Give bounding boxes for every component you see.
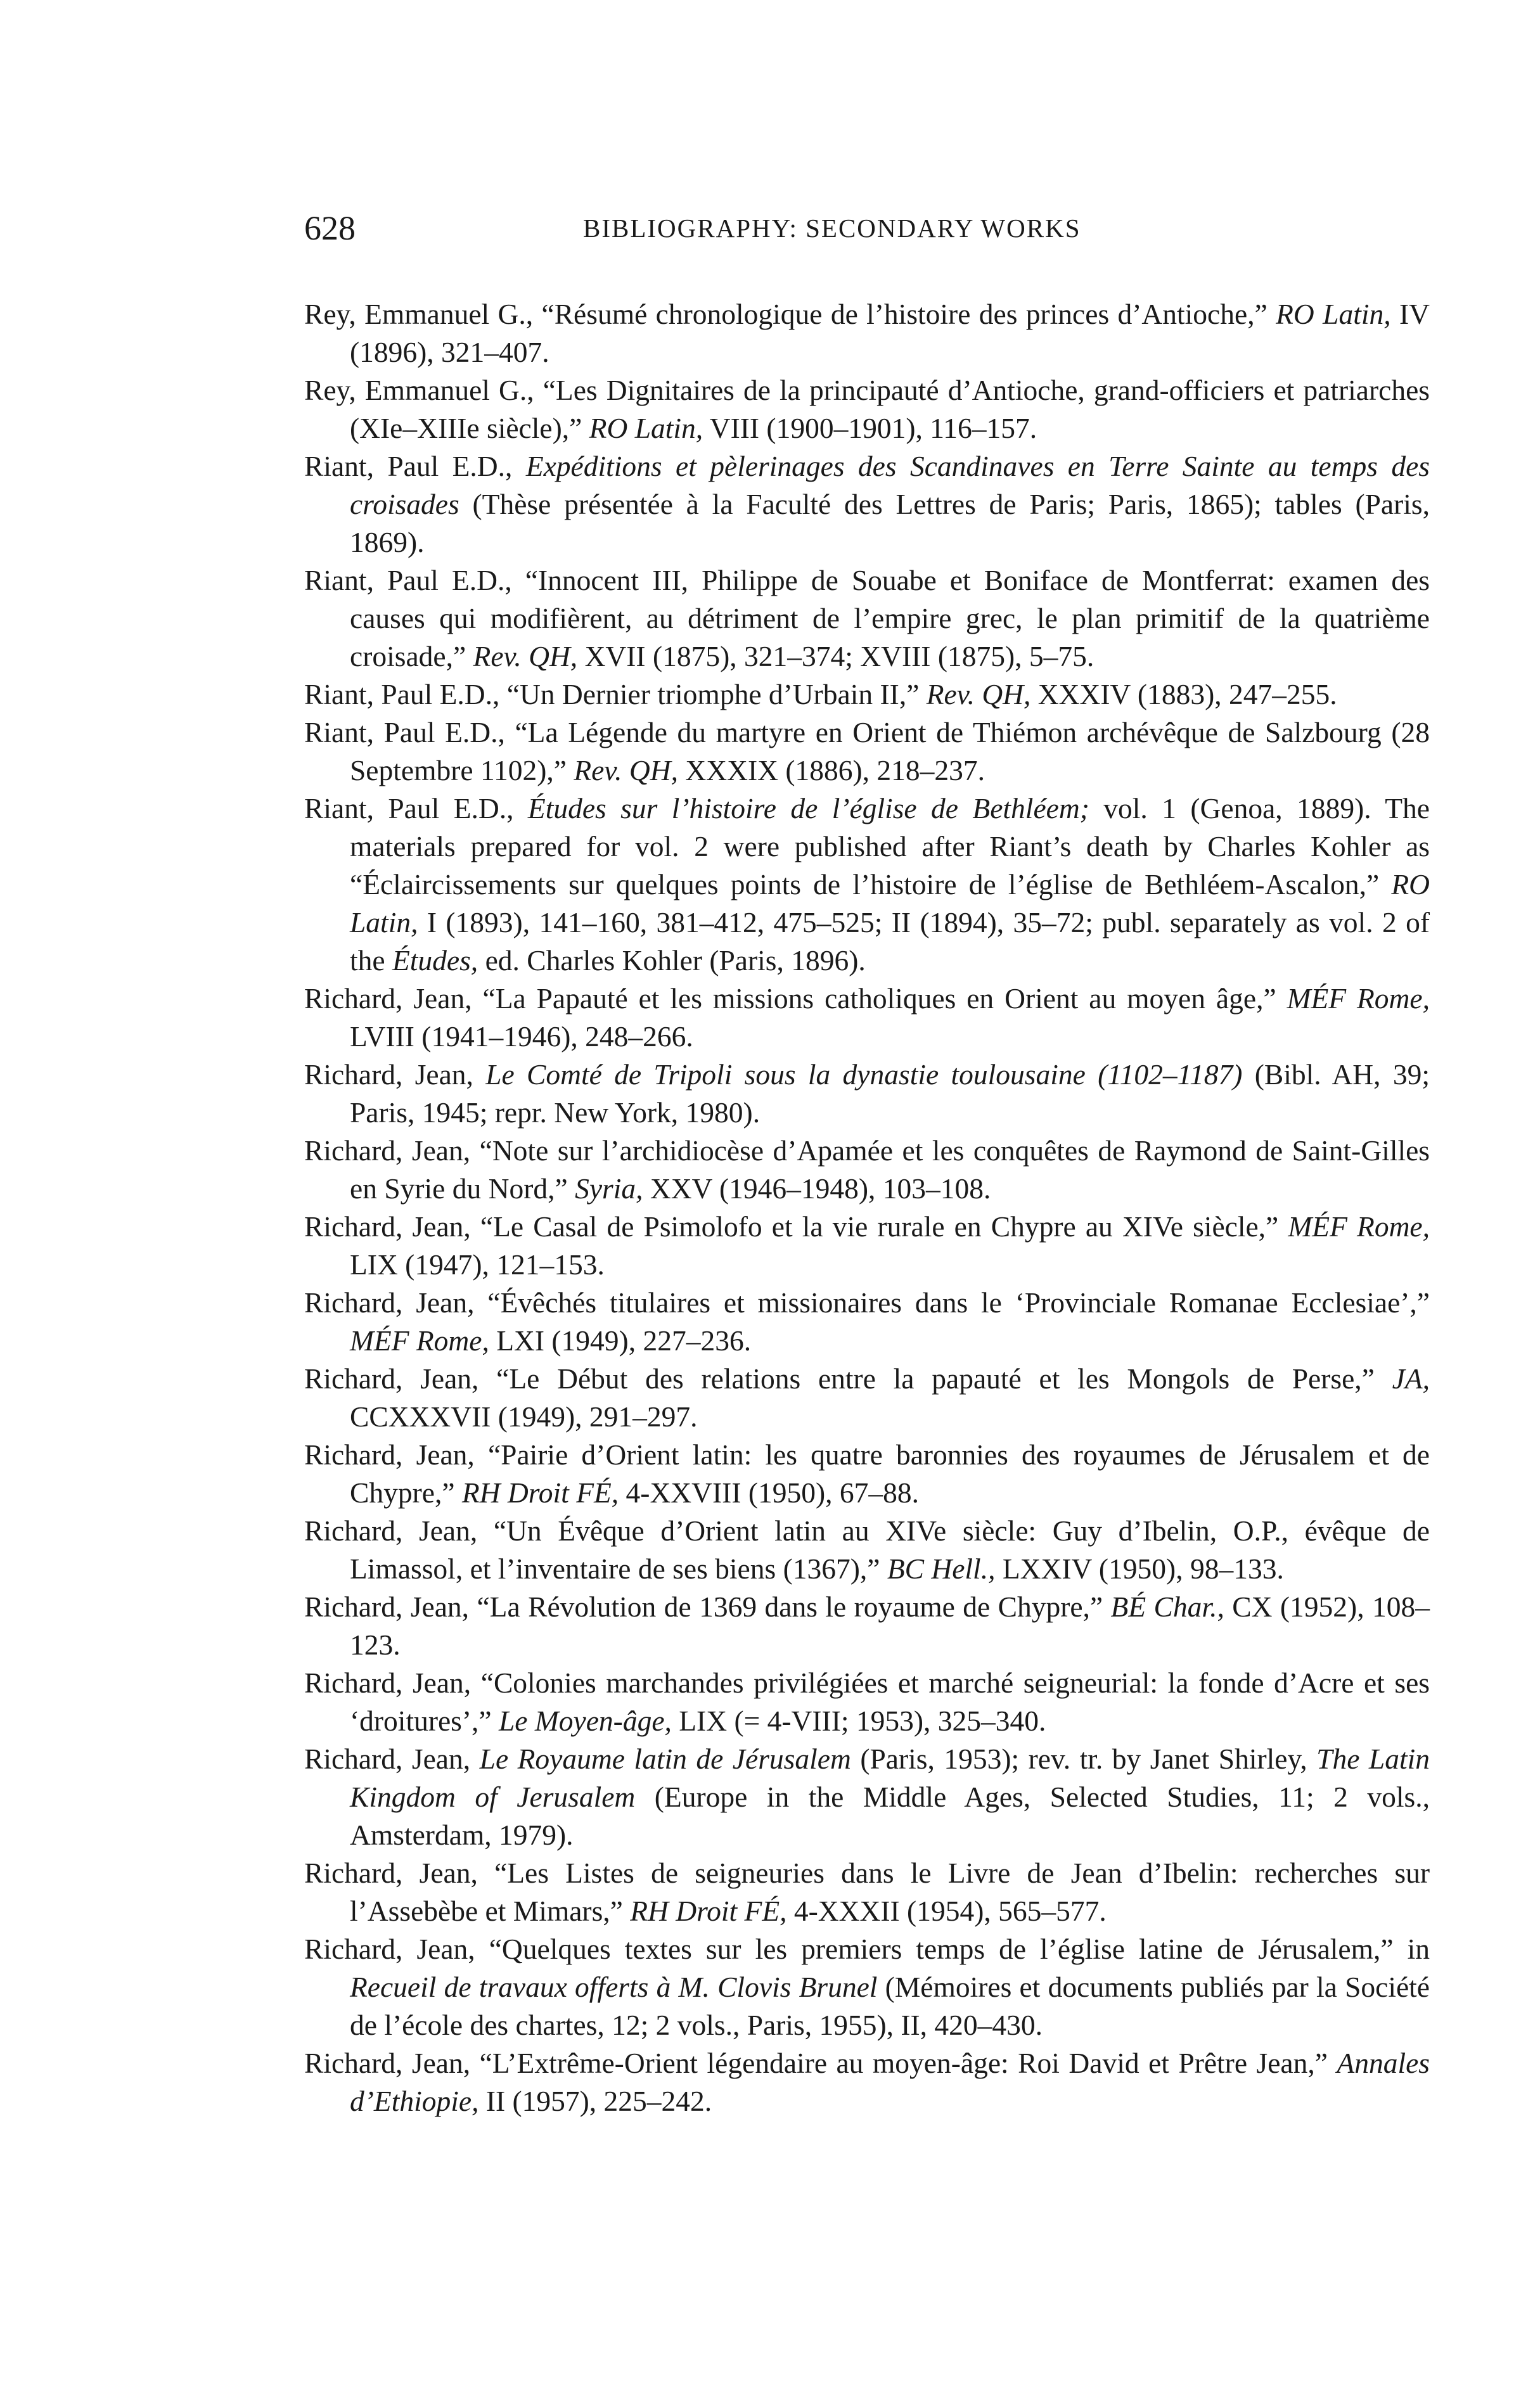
entry-italic-text: Annales d’Ethiopie, [350, 2047, 1430, 2117]
bibliography-entry [304, 980, 1430, 1056]
entry-text: Richard, Jean, “Évêchés titulaires et missionaires dans le ‘Provinciale Romanae Ecclesiae’,” [304, 1286, 1430, 1319]
entry-italic-text: RH Droit FÉ, [461, 1476, 619, 1509]
entry-text: Richard, Jean, “Le Début des relations entre la papauté et les Mongols de Perse,” [304, 1362, 1392, 1395]
entry-text: Richard, Jean, “Le Casal de Psimolofo et la vie rurale en Chypre au XIVe siècle,” [304, 1210, 1288, 1243]
entry-text: Richard, Jean, [304, 1058, 486, 1091]
bibliography-entry [304, 371, 1430, 447]
entry-text: Richard, Jean, “Note sur l’archidiocèse d’Apamée et les conquêtes de Raymond de Saint-Gilles en Syrie du Nord,” [304, 1134, 1430, 1205]
entry-text: (Thèse présentée à la Faculté des Lettres de Paris; Paris, 1865); tables (Paris, 1869). [350, 488, 1430, 558]
entry-text: LXI (1949), 227–236. [489, 1324, 752, 1357]
entry-italic-text: RH Droit FÉ, [630, 1895, 787, 1927]
page-number: 628 [304, 209, 356, 247]
entry-text: Richard, Jean, “La Papauté et les missions catholiques en Orient au moyen âge,” [304, 982, 1287, 1015]
bibliography-entry [304, 1740, 1430, 1854]
bibliography-entry [304, 295, 1430, 371]
entry-italic-text: RO Latin, [589, 412, 703, 444]
entry-italic-text: BÉ Char., [1110, 1591, 1224, 1623]
entry-text: LIX (1947), 121–153. [350, 1248, 605, 1281]
bibliography-entry [304, 676, 1430, 714]
entry-text: Rey, Emmanuel G., “Les Dignitaires de la principauté d’Antioche, grand-officiers et patriarches (XIe–XIIIe siècle),” [304, 374, 1430, 444]
entry-text: Richard, Jean, “L’Extrême-Orient légendaire au moyen-âge: Roi David et Prêtre Jean,” [304, 2047, 1337, 2079]
entry-italic-text: RO Latin, [1276, 298, 1391, 330]
entry-text: XXXIX (1886), 218–237. [678, 754, 985, 786]
bibliography-entry [304, 561, 1430, 676]
entry-text: I (1893), 141–160, 381–412, 475–525; II (1894), 35–72; publ. separately as vol. 2 of the [350, 906, 1430, 977]
entry-text: Richard, Jean, “Pairie d’Orient latin: les quatre baronnies des royaumes de Jérusalem et de Chypre,” [304, 1438, 1430, 1509]
entry-text: LVIII (1941–1946), 248–266. [350, 1020, 693, 1053]
entry-text: (Bibl. AH, 39; Paris, 1945; repr. New York, 1980). [350, 1058, 1430, 1129]
entry-text: II (1957), 225–242. [478, 2085, 712, 2117]
entry-italic-text: The Latin Kingdom of Jerusalem [350, 1743, 1430, 1813]
bibliography-entry [304, 1854, 1430, 1930]
entry-italic-text: BC Hell., [887, 1553, 996, 1585]
bibliography-list [304, 295, 1430, 2120]
bibliography-entry [304, 1930, 1430, 2044]
bibliography-entry [304, 2044, 1430, 2120]
entry-italic-text: Syria, [575, 1172, 643, 1205]
bibliography-entry [304, 1512, 1430, 1588]
entry-italic-text: RO Latin, [350, 868, 1430, 938]
entry-text: CX (1952), 108–123. [350, 1591, 1430, 1661]
entry-text: Riant, Paul E.D., “La Légende du martyre en Orient de Thiémon archévêque de Salzbourg (28 Septembre 1102),” [304, 716, 1430, 786]
entry-text: Richard, Jean, “Un Évêque d’Orient latin au XIVe siècle: Guy d’Ibelin, O.P., évêque de Limassol, et l’inventaire de ses biens (1367),” [304, 1515, 1430, 1585]
entry-text: Riant, Paul E.D., “Innocent III, Philippe de Souabe et Boniface de Montferrat: examen des causes qui modifièrent, au détriment de l’empire grec, le plan primitif de la quatrième croisade,” [304, 564, 1430, 672]
entry-text: (Paris, 1953); rev. tr. by Janet Shirley, [850, 1743, 1317, 1775]
running-head: BIBLIOGRAPHY: SECONDARY WORKS [583, 214, 1081, 243]
entry-italic-text: MÉF Rome, [350, 1324, 489, 1357]
entry-italic-text: MÉF Rome, [1288, 1210, 1430, 1243]
entry-text: XXXIV (1883), 247–255. [1030, 678, 1337, 710]
bibliography-entry [304, 1360, 1430, 1436]
entry-italic-text: Rev. QH, [574, 754, 679, 786]
bibliography-entry [304, 790, 1430, 980]
entry-italic-text: JA, [1392, 1362, 1430, 1395]
bibliography-entry [304, 1284, 1430, 1360]
entry-italic-text: Rev. QH, [473, 640, 578, 672]
entry-text: VIII (1900–1901), 116–157. [703, 412, 1037, 444]
entry-text: Rey, Emmanuel G., “Résumé chronologique de l’histoire des princes d’Antioche,” [304, 298, 1276, 330]
bibliography-entry [304, 1664, 1430, 1740]
bibliography-entry [304, 1436, 1430, 1512]
entry-text: Richard, Jean, “Quelques textes sur les premiers temps de l’église latine de Jérusalem,” in [304, 1933, 1430, 1965]
bibliography-entry [304, 1208, 1430, 1284]
entry-italic-text: Le Comté de Tripoli sous la dynastie toulousaine (1102–1187) [485, 1058, 1243, 1091]
entry-text: Riant, Paul E.D., [304, 450, 526, 482]
entry-text: CCXXXVII (1949), 291–297. [350, 1400, 698, 1433]
entry-italic-text: Rev. QH, [926, 678, 1031, 710]
entry-italic-text: Recueil de travaux offerts à M. Clovis Brunel [350, 1971, 878, 2003]
entry-text: (Mémoires et documents publiés par la Société de l’école des chartes, 12; 2 vols., Paris, 1955), II, 420–430. [350, 1971, 1430, 2041]
entry-text: (Europe in the Middle Ages, Selected Studies, 11; 2 vols., Amsterdam, 1979). [350, 1781, 1430, 1851]
entry-text: Riant, Paul E.D., “Un Dernier triomphe d’Urbain II,” [304, 678, 927, 710]
bibliography-entry [304, 447, 1430, 561]
entry-italic-text: MÉF Rome, [1287, 982, 1430, 1015]
bibliography-entry [304, 1056, 1430, 1132]
entry-italic-text: Le Moyen-âge, [499, 1705, 672, 1737]
entry-text: XVII (1875), 321–374; XVIII (1875), 5–75. [577, 640, 1094, 672]
entry-text: XXV (1946–1948), 103–108. [643, 1172, 991, 1205]
entry-text: Richard, Jean, [304, 1743, 480, 1775]
entry-italic-text: Le Royaume latin de Jérusalem [479, 1743, 851, 1775]
entry-text: Richard, Jean, “Les Listes de seigneuries dans le Livre de Jean d’Ibelin: recherches sur l’Assebèbe et Mimars,” [304, 1857, 1430, 1927]
entry-text: vol. 1 (Genoa, 1889). The materials prepared for vol. 2 were published after Riant’s death by Charles Kohler as “Éclaircissements sur quelques points de l’histoire de l’église de Bethléem-Ascalon,” [350, 792, 1430, 900]
bibliography-entry [304, 1132, 1430, 1208]
entry-text: LIX (= 4-VIII; 1953), 325–340. [671, 1705, 1046, 1737]
entry-italic-text: Études sur l’histoire de l’église de Bethléem; [527, 792, 1089, 824]
entry-italic-text: Expéditions et pèlerinages des Scandinaves en Terre Sainte au temps des croisades [350, 450, 1430, 520]
page-header [304, 203, 1153, 253]
entry-text: 4-XXVIII (1950), 67–88. [619, 1476, 920, 1509]
entry-text: Riant, Paul E.D., [304, 792, 528, 824]
entry-text: IV (1896), 321–407. [350, 298, 1430, 368]
bibliography-entry [304, 714, 1430, 790]
entry-text: ed. Charles Kohler (Paris, 1896). [478, 944, 866, 977]
entry-text: Richard, Jean, “Colonies marchandes privilégiées et marché seigneurial: la fonde d’Acre et ses ‘droitures’,” [304, 1667, 1430, 1737]
entry-italic-text: Études, [392, 944, 478, 977]
entry-text: Richard, Jean, “La Révolution de 1369 dans le royaume de Chypre,” [304, 1591, 1111, 1623]
bibliography-entry [304, 1588, 1430, 1664]
entry-text: LXXIV (1950), 98–133. [995, 1553, 1284, 1585]
entry-text: 4-XXXII (1954), 565–577. [786, 1895, 1107, 1927]
